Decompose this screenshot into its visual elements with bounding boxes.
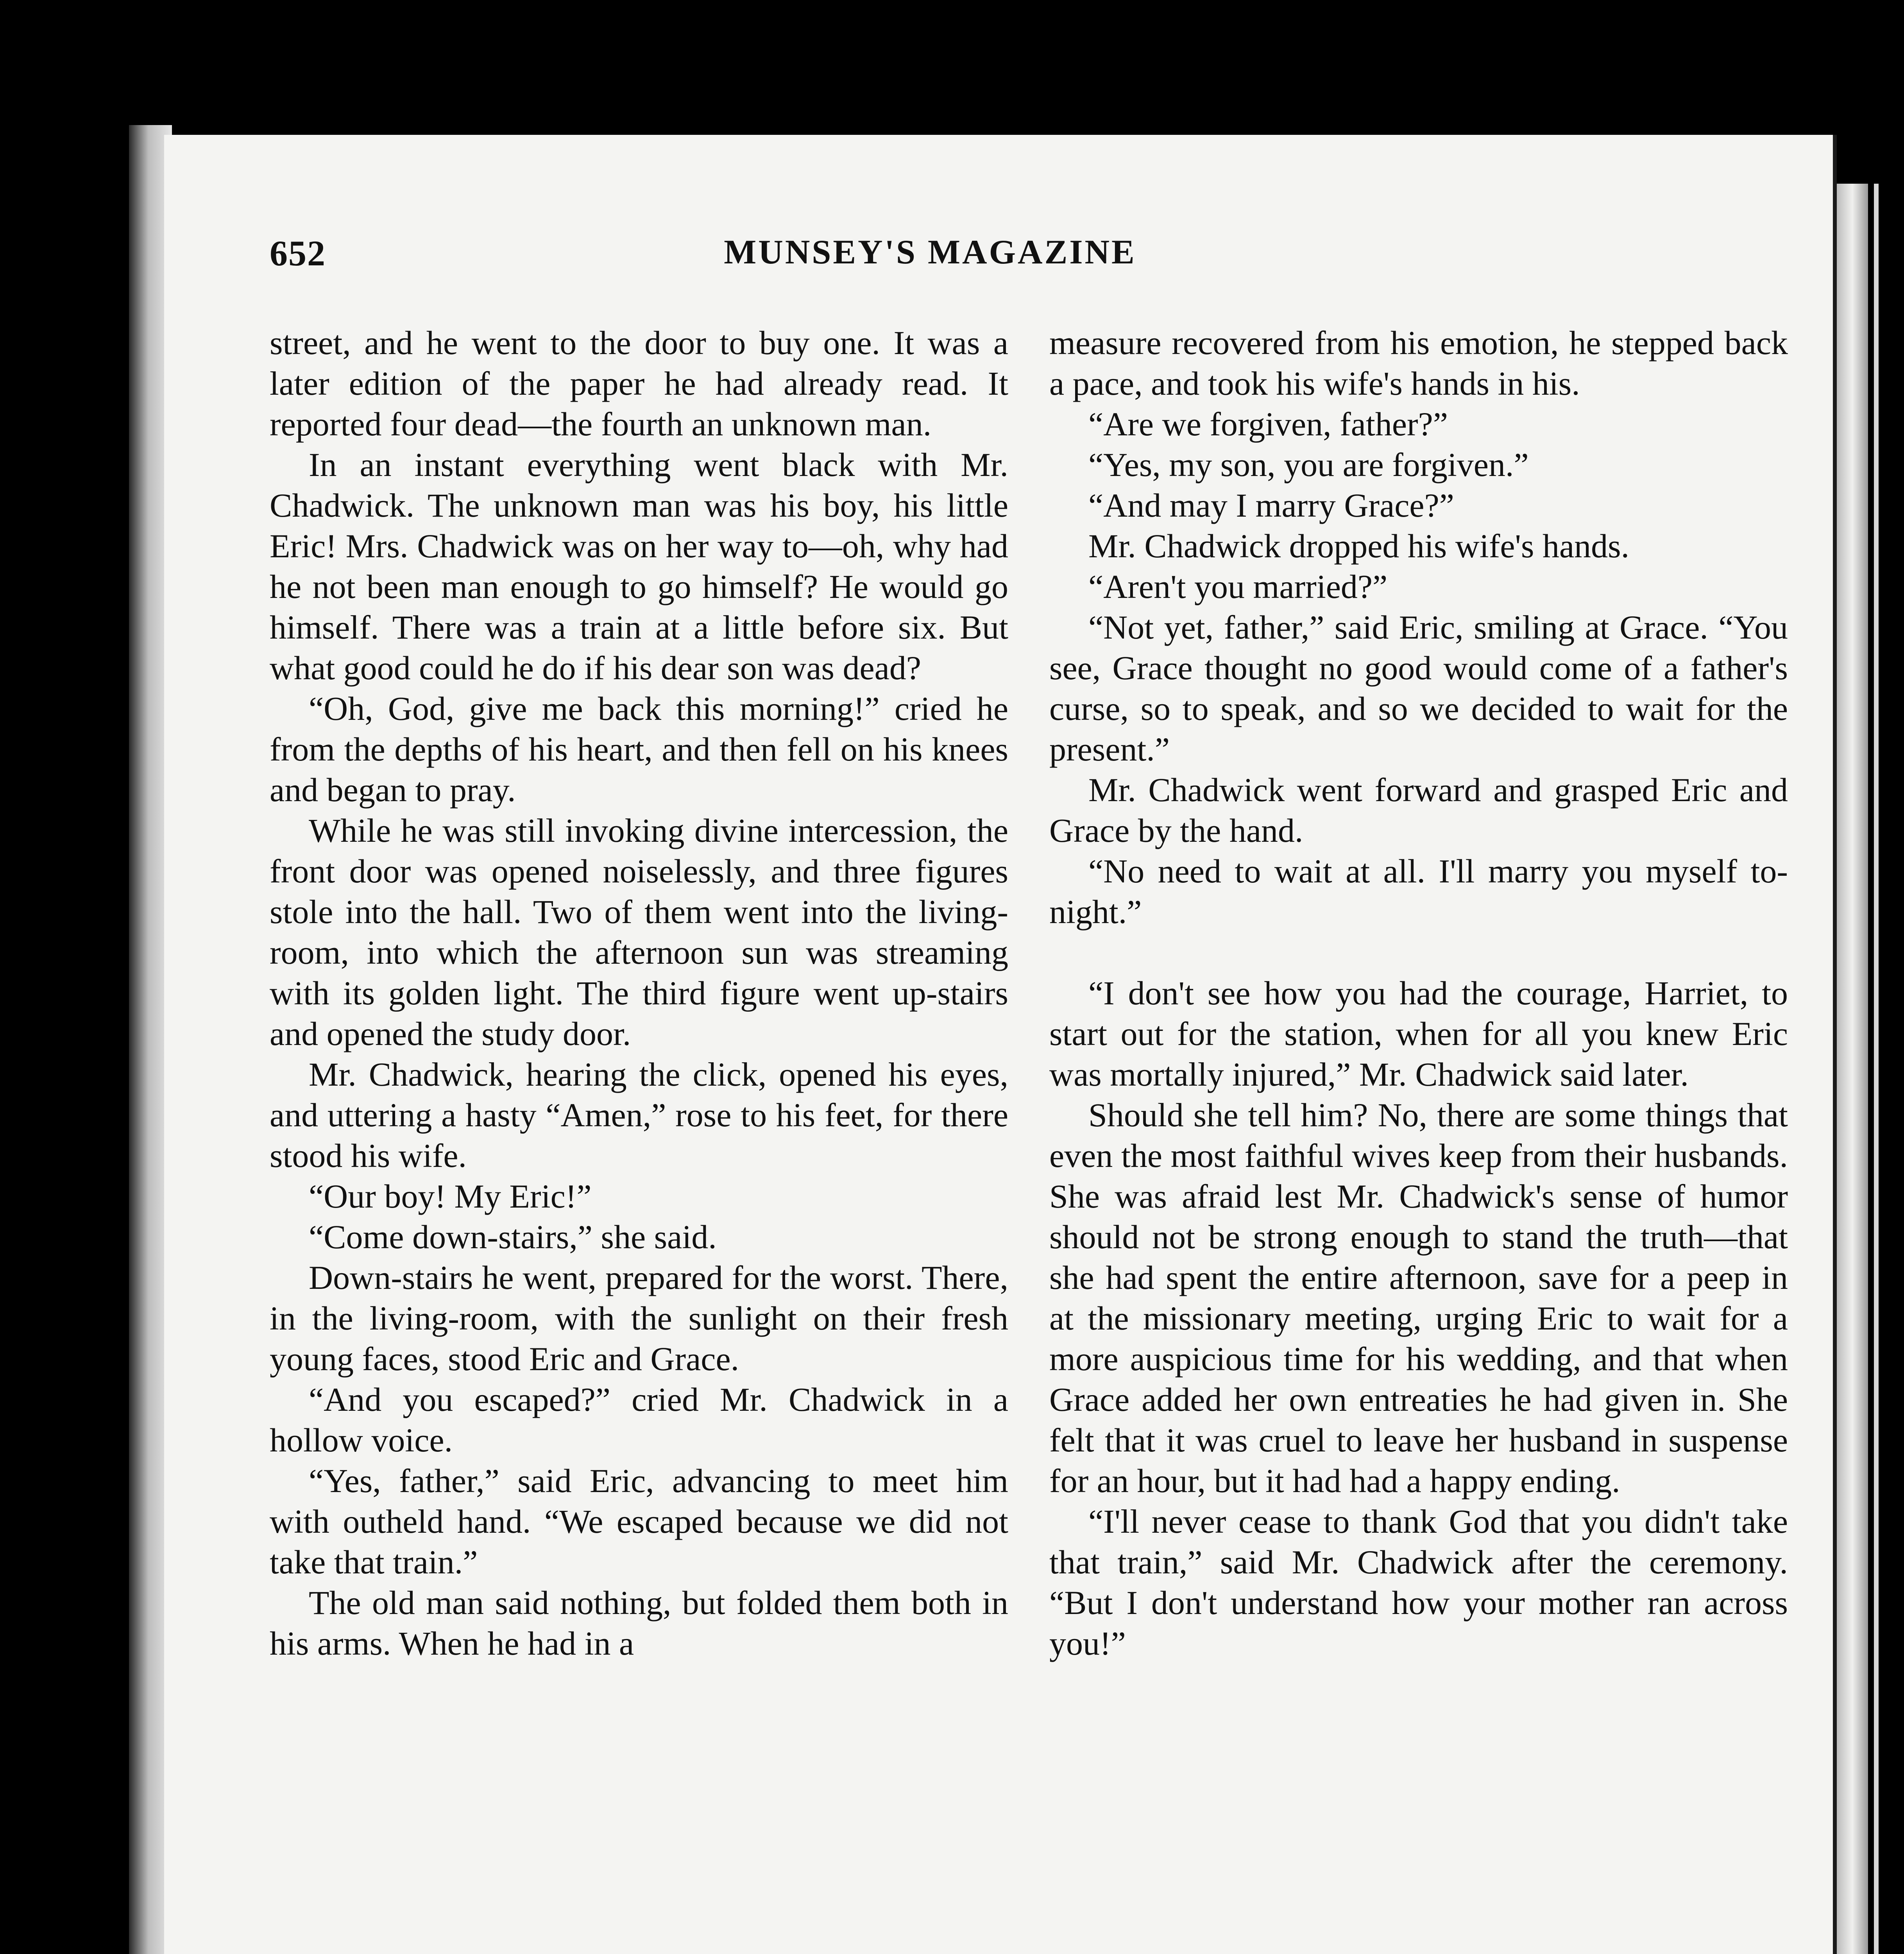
paragraph: measure recovered from his emotion, he stepped back a pace, and took his wife's hands in his. (1049, 324, 1788, 402)
paragraph: “No need to wait at all. I'll marry you myself to-night.” (1049, 852, 1788, 930)
page-edge-line (1874, 184, 1879, 1954)
page-number: 652 (270, 233, 326, 273)
paragraph: “Not yet, father,” said Eric, smiling at Grace. “You see, Grace thought no good would come of a father's curse, so to speak, and so we decided to wait for the present.” (1049, 608, 1788, 768)
paragraph: “Aren't you married?” (1088, 568, 1388, 605)
story1-column-left (270, 322, 1008, 1664)
paragraph: While he was still invoking divine intercession, the front door was opened noiselessly, and three figures stole into the hall. Two of them went into the living-room, into which the afternoon sun was streaming with its golden light. The third figure went up-stairs and opened the study door. (270, 812, 1008, 1052)
paragraph: “Yes, my son, you are forgiven.” (1088, 446, 1529, 483)
page-header (270, 233, 1591, 291)
paragraph: “I'll never cease to thank God that you didn't take that train,” said Mr. Chadwick after the ceremony. “But I don't understand how your mother ran across you!” (1049, 1503, 1788, 1662)
paragraph: “I don't see how you had the courage, Harriet, to start out for the station, when for all you knew Eric was mortally injured,” Mr. Chadwick said later. (1049, 974, 1788, 1093)
magazine-page (164, 135, 1837, 1954)
paragraph: Should she tell him? No, there are some things that even the most faithful wives keep from their husbands. She was afraid lest Mr. Chadwick's sense of humor should not be strong enough to stand the truth—that she had spent the entire afternoon, save for a peep in at the missionary meeting, urging Eric to wait for a more auspicious time for his wedding, and that when Grace added her own entreaties he had given in. She felt that it was cruel to leave her husband in suspense for an hour, but it had had a happy ending. (1049, 1096, 1788, 1499)
story1-column-right (1049, 322, 1788, 1664)
section-break (1049, 932, 1788, 973)
paragraph: “Our boy! My Eric!” (309, 1177, 592, 1215)
paragraph: Mr. Chadwick, hearing the click, opened his eyes, and uttering a hasty “Amen,” rose to his feet, for there stood his wife. (270, 1056, 1008, 1174)
paragraph: “Are we forgiven, father?” (1088, 405, 1448, 443)
paragraph: Mr. Chadwick went forward and grasped Eric and Grace by the hand. (1049, 771, 1788, 849)
paragraph: “And may I marry Grace?” (1088, 487, 1454, 524)
paragraph: Down-stairs he went, prepared for the worst. There, in the living-room, with the sunlight on their fresh young faces, stood Eric and Grace. (270, 1259, 1008, 1378)
paragraph: The old man said nothing, but folded them both in his arms. When he had in a (270, 1584, 1008, 1662)
page-edge-right (1837, 184, 1868, 1954)
paragraph: Mr. Chadwick dropped his wife's hands. (1088, 527, 1630, 565)
paragraph: “Yes, father,” said Eric, advancing to meet him with outheld hand. “We escaped because we did not take that train.” (270, 1462, 1008, 1581)
paragraph: In an instant everything went black with Mr. Chadwick. The unknown man was his boy, his little Eric! Mrs. Chadwick was on her way to—oh, why had he not been man enough to go himself? He would go himself. There was a train at a little before six. But what good could he do if his dear son was dead? (270, 446, 1008, 687)
running-head: MUNSEY'S MAGAZINE (724, 233, 1136, 271)
paragraph: “And you escaped?” cried Mr. Chadwick in a hollow voice. (270, 1381, 1008, 1459)
paragraph: street, and he went to the door to buy one. It was a later edition of the paper he had already read. It reported four dead—the fourth an unknown man. (270, 324, 1008, 443)
paragraph: “Come down-stairs,” she said. (309, 1218, 717, 1256)
paragraph: “Oh, God, give me back this morning!” cried he from the depths of his heart, and then fell on his knees and began to pray. (270, 690, 1008, 809)
